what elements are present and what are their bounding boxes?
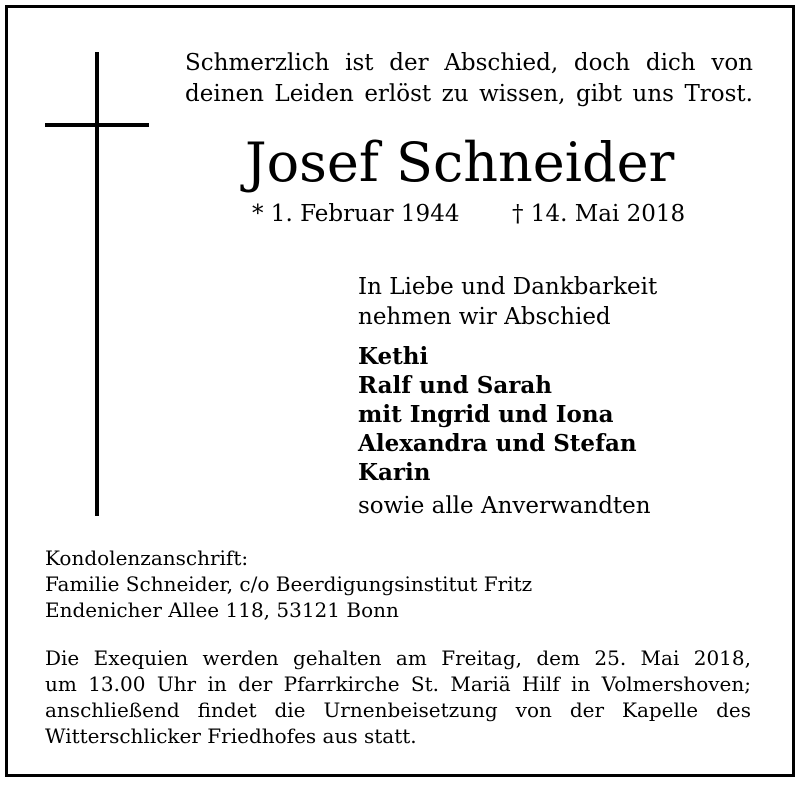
death-date: † 14. Mai 2018 [512,201,686,227]
service-line-4: Witterschlicker Friedhofes aus statt. [45,724,417,748]
condolence-label: Kondolenzanschrift: [45,546,249,570]
relatives-text: sowie alle Anverwandten [358,493,651,519]
service-line-1: Die Exequien werden gehalten am Freitag, dem 25. Mai 2018, [45,646,751,670]
mourner-name: mit Ingrid und Iona [358,401,614,428]
cross-icon-crossbar [45,123,149,127]
motto-line-1: Schmerzlich ist der Abschied, doch dich von [185,50,753,76]
cross-icon [95,52,99,516]
service-line-3: anschließend findet die Urnenbeisetzung von der Kapelle des [45,698,751,722]
motto-line-2: deinen Leiden erlöst zu wissen, gibt uns Trost. [185,81,753,107]
motto-text [185,48,753,110]
mourner-name: Ralf und Sarah [358,372,552,399]
farewell-line-1: In Liebe und Dankbarkeit [358,274,658,300]
service-info [45,645,751,749]
mourner-name: Kethi [358,343,429,370]
farewell-line-2: nehmen wir Abschied [358,304,611,330]
condolence-line-1: Familie Schneider, c/o Beerdigungsinstitut Fritz [45,572,533,596]
deceased-name: Josef Schneider [245,131,675,194]
mourner-name: Karin [358,459,431,486]
condolence-line-2: Endenicher Allee 118, 53121 Bonn [45,598,399,622]
mourners-list [358,342,637,487]
birth-date: * 1. Februar 1944 [252,201,460,227]
mourner-name: Alexandra und Stefan [358,430,637,457]
condolence-address [45,545,532,623]
farewell-text [358,272,657,332]
service-line-2: um 13.00 Uhr in der Pfarrkirche St. Mariä Hilf in Volmershoven; [45,672,751,696]
